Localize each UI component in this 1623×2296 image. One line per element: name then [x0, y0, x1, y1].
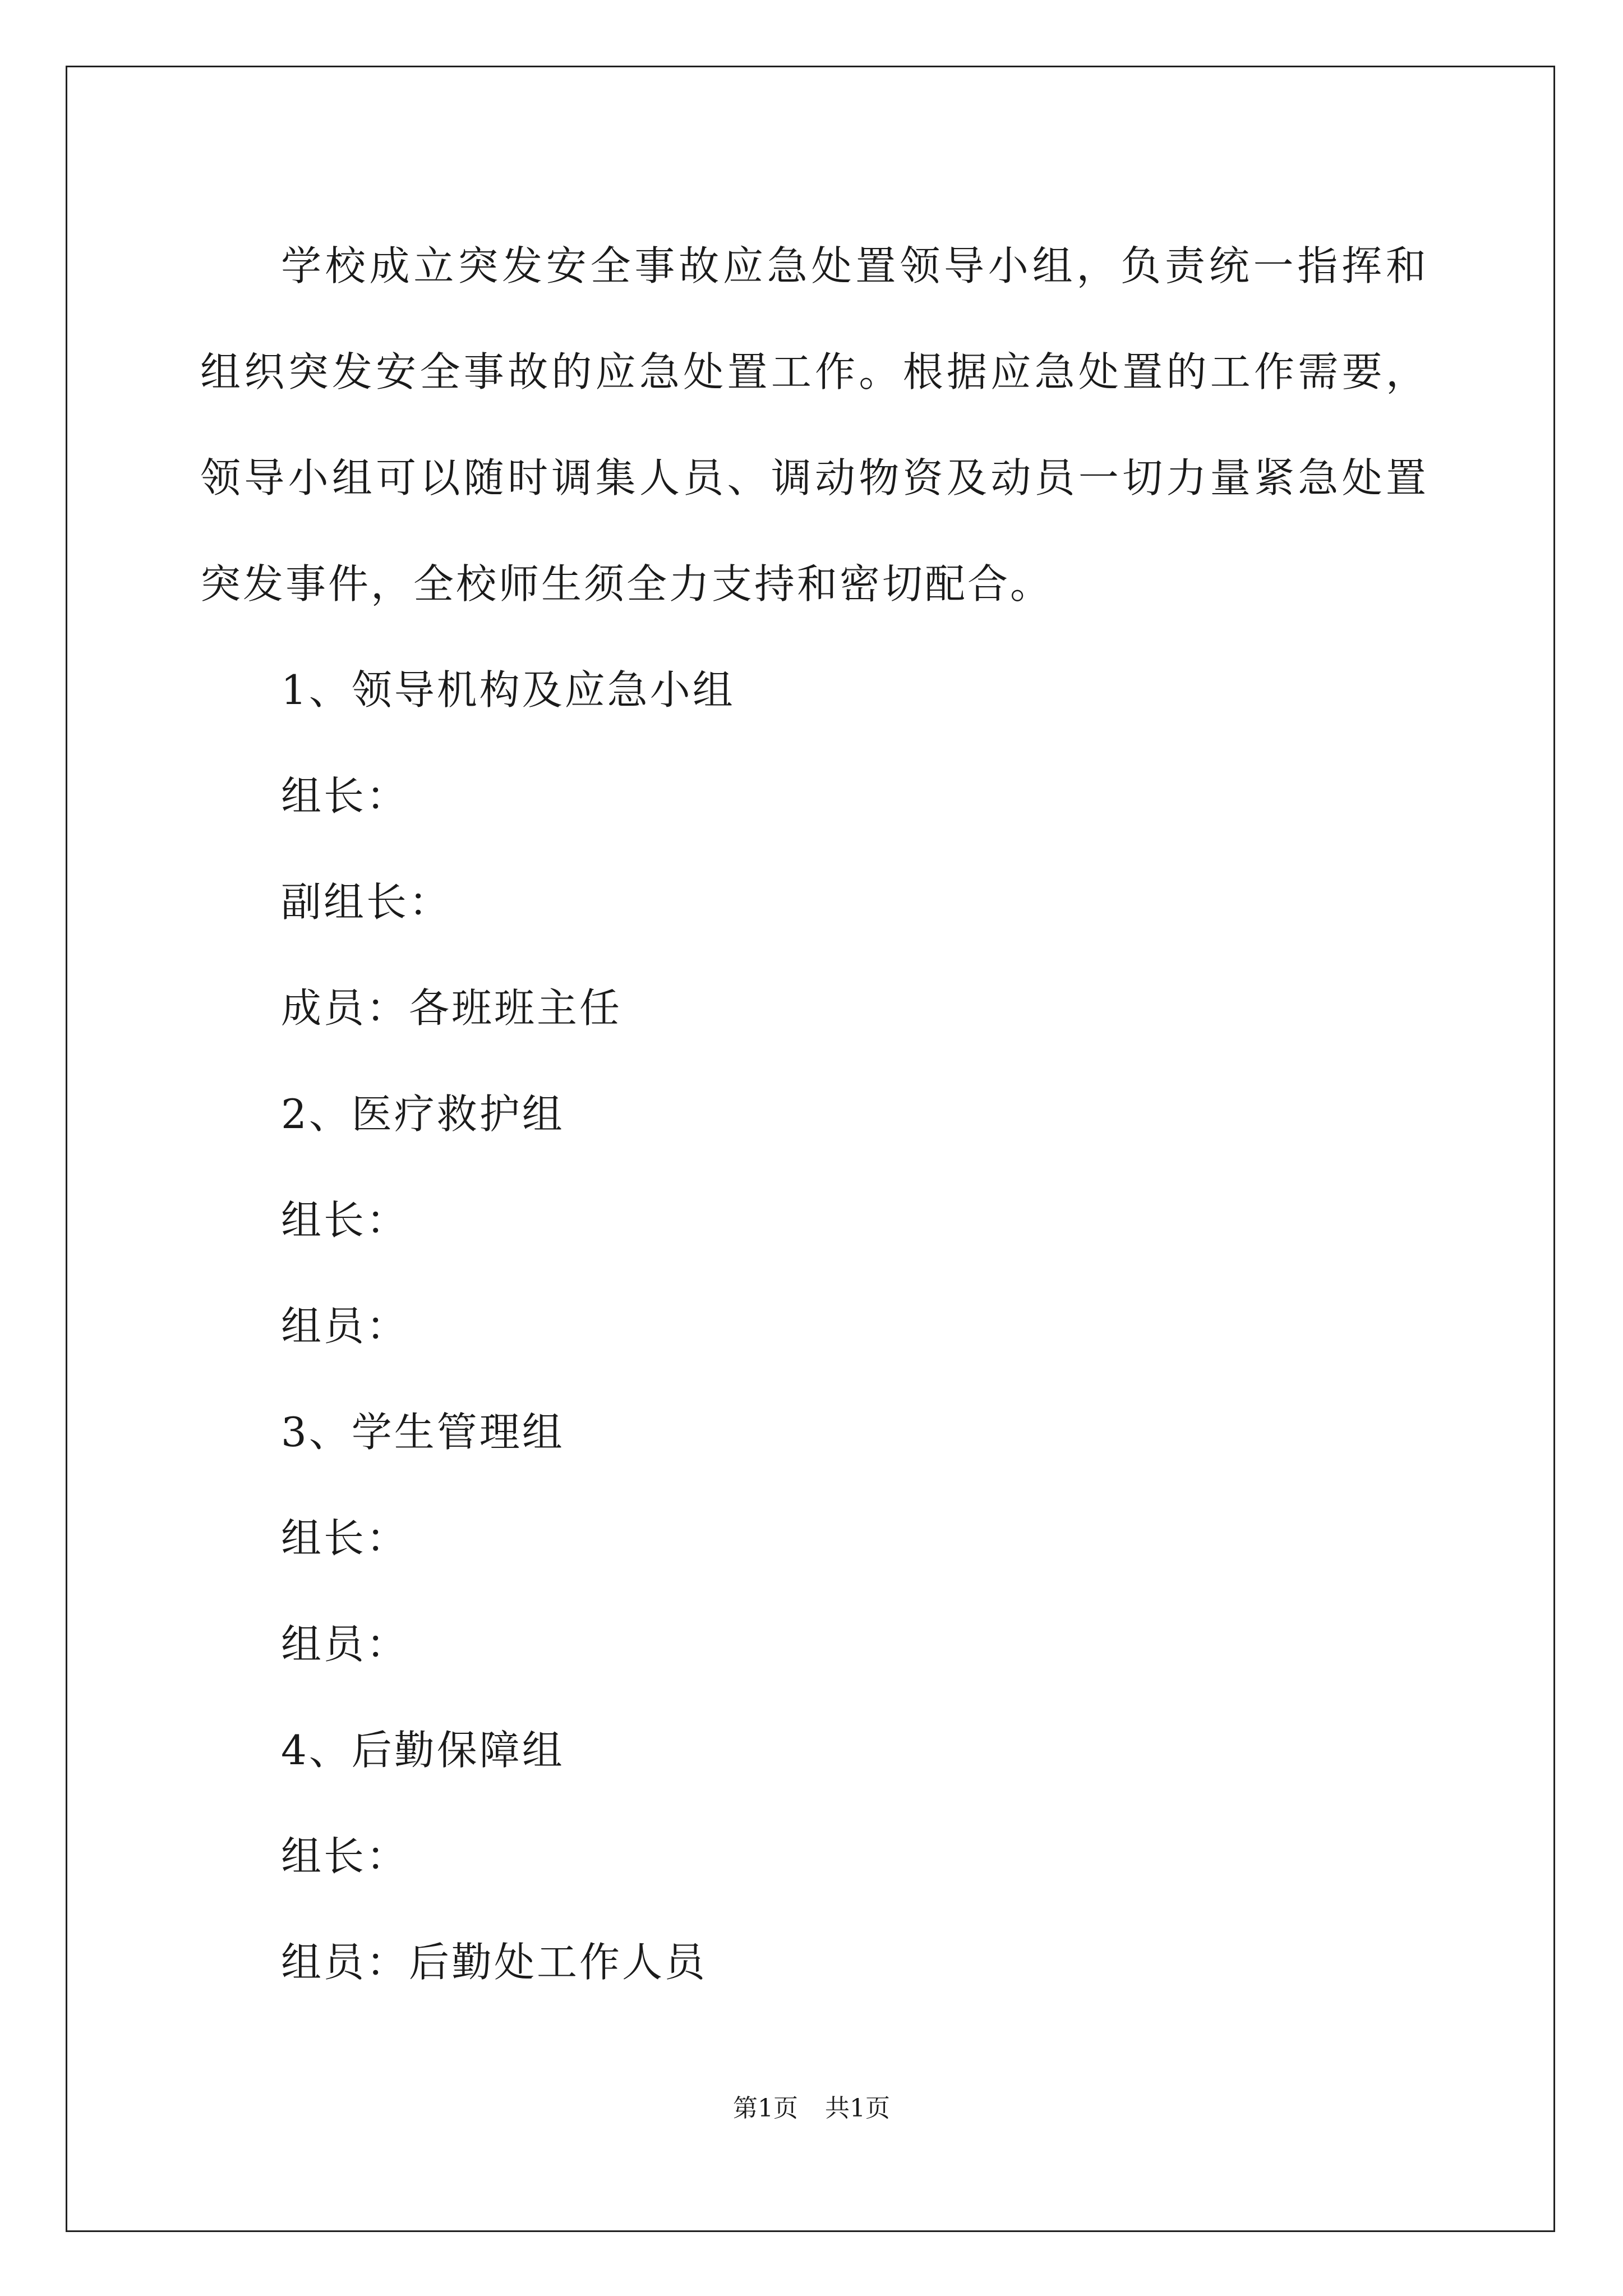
section-heading-medical: 2、医疗救护组 [281, 1091, 565, 1138]
page-number: 第1页 [733, 2094, 798, 2123]
deputy-leader-line: 副组长： [281, 878, 452, 926]
section-heading-logistics: 4、后勤保障组 [281, 1727, 565, 1774]
logistics-members-line: 组员：后勤处工作人员 [281, 1939, 708, 1986]
medical-members-line: 组员： [281, 1303, 409, 1350]
intro-paragraph: 学校成立突发安全事故应急处置领导小组，负责统一指挥和组织突发安全事故的应急处置工作。根据应急处置的工作需要，领导小组可以随时调集人员、调动物资及动员一切力量紧急处置突发事件，全校师生须全力支持和密切配合。 [200, 242, 1428, 608]
student-members-line: 组员： [281, 1621, 409, 1668]
student-leader-line: 组长： [281, 1515, 409, 1562]
document-body [200, 213, 1428, 2016]
section-heading-leadership: 1、领导机构及应急小组 [281, 666, 735, 714]
page-footer [0, 2088, 1623, 2124]
page-total: 共1页 [825, 2094, 890, 2123]
members-line: 成员：各班班主任 [281, 984, 623, 1032]
section-heading-student: 3、学生管理组 [281, 1409, 565, 1456]
logistics-leader-line: 组长： [281, 1833, 409, 1880]
leader-line: 组长： [281, 772, 409, 820]
medical-leader-line: 组长： [281, 1197, 409, 1244]
